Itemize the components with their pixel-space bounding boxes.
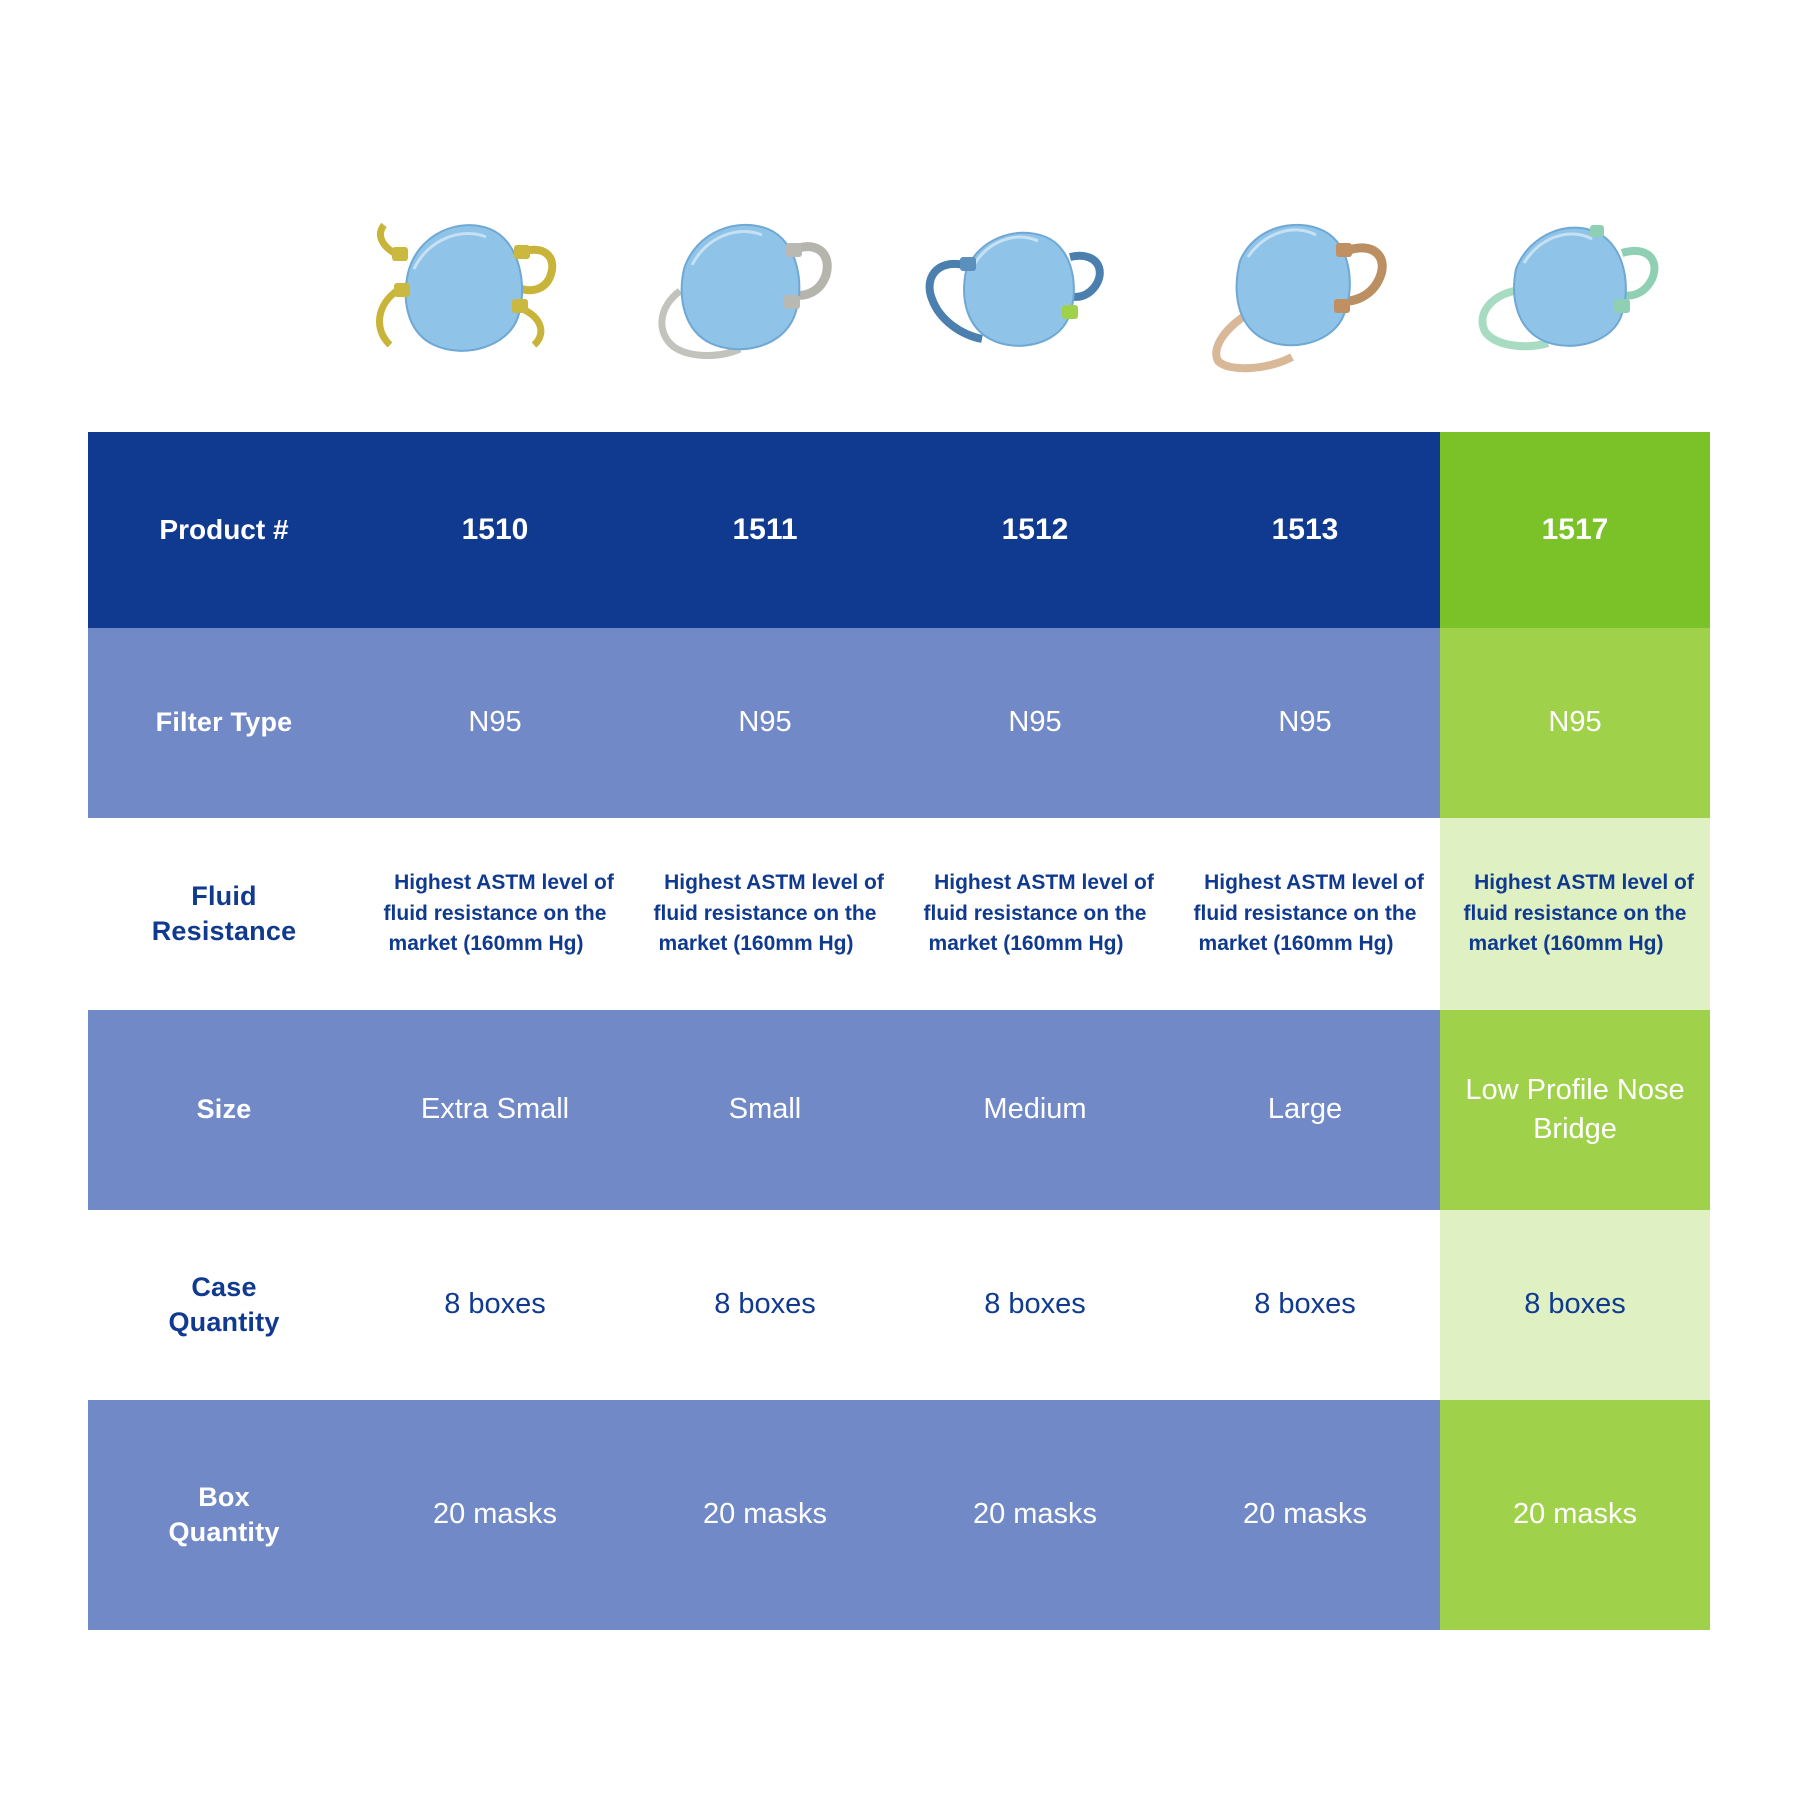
product-image-strip	[330, 165, 1710, 395]
cell-size-1511: Small	[728, 1093, 802, 1126]
cell-case-quantity-1513: 8 boxes	[1254, 1288, 1356, 1321]
table-row-fluid-resistance	[88, 818, 1710, 1010]
cell-case-quantity-1511: 8 boxes	[714, 1288, 816, 1321]
cell-filter-type-1512: N95	[1008, 706, 1062, 739]
cell-box-quantity-1512: 20 masks	[972, 1498, 1098, 1531]
product-image-1510	[330, 165, 606, 395]
cell-fluid-resistance-1513: Highest ASTM level of fluid resistance on the market (160mm Hg)	[1193, 871, 1424, 956]
table-row-box-quantity	[88, 1400, 1710, 1630]
row-header-case-quantity: Case Quantity	[168, 1271, 280, 1337]
cell-fluid-resistance-1512: Highest ASTM level of fluid resistance on the market (160mm Hg)	[923, 871, 1154, 956]
cell-box-quantity-1513: 20 masks	[1242, 1498, 1368, 1531]
cell-product-number-1510: 1510	[360, 432, 630, 628]
table-row-size	[88, 1010, 1710, 1210]
row-header-fluid-resistance: Fluid Resistance	[151, 880, 297, 946]
row-header-box-quantity: Box Quantity	[168, 1481, 280, 1547]
cell-case-quantity-1510: 8 boxes	[444, 1288, 546, 1321]
cell-filter-type-1510: N95	[468, 706, 522, 739]
respirator-mask-icon	[1196, 195, 1396, 385]
respirator-mask-icon	[368, 195, 568, 385]
cell-filter-type-1511: N95	[738, 706, 792, 739]
cell-box-quantity-1510: 20 masks	[432, 1498, 558, 1531]
product-image-1512	[882, 165, 1158, 395]
cell-case-quantity-1517: 8 boxes	[1440, 1210, 1710, 1400]
product-image-1513	[1158, 165, 1434, 395]
respirator-mask-icon	[1472, 195, 1672, 385]
cell-filter-type-1513: N95	[1278, 706, 1332, 739]
cell-size-1513: Large	[1267, 1093, 1343, 1126]
row-header-filter-type: Filter Type	[155, 707, 293, 738]
cell-fluid-resistance-1517: Highest ASTM level of fluid resistance on the market (160mm Hg)	[1440, 818, 1710, 1010]
cell-fluid-resistance-1511: Highest ASTM level of fluid resistance on the market (160mm Hg)	[653, 871, 884, 956]
cell-box-quantity-1517: 20 masks	[1440, 1400, 1710, 1630]
cell-product-number-1512: 1512	[900, 432, 1170, 628]
respirator-mask-icon	[644, 195, 844, 385]
table-row-filter-type	[88, 628, 1710, 818]
cell-product-number-1517: 1517	[1440, 432, 1710, 628]
cell-box-quantity-1511: 20 masks	[702, 1498, 828, 1531]
table-row-case-quantity	[88, 1210, 1710, 1400]
table-row-product-number	[88, 432, 1710, 628]
product-comparison-table	[88, 432, 1710, 1630]
product-image-1511	[606, 165, 882, 395]
cell-size-1510: Extra Small	[420, 1093, 570, 1126]
cell-case-quantity-1512: 8 boxes	[984, 1288, 1086, 1321]
product-image-1517	[1434, 165, 1710, 395]
cell-product-number-1513: 1513	[1170, 432, 1440, 628]
cell-size-1512: Medium	[983, 1093, 1087, 1126]
cell-size-1517: Low Profile Nose Bridge	[1440, 1010, 1710, 1210]
row-header-product-number: Product #	[88, 432, 360, 628]
respirator-mask-icon	[920, 195, 1120, 385]
cell-product-number-1511: 1511	[630, 432, 900, 628]
cell-fluid-resistance-1510: Highest ASTM level of fluid resistance on the market (160mm Hg)	[383, 871, 614, 956]
cell-filter-type-1517: N95	[1440, 628, 1710, 818]
row-header-size: Size	[196, 1094, 252, 1125]
